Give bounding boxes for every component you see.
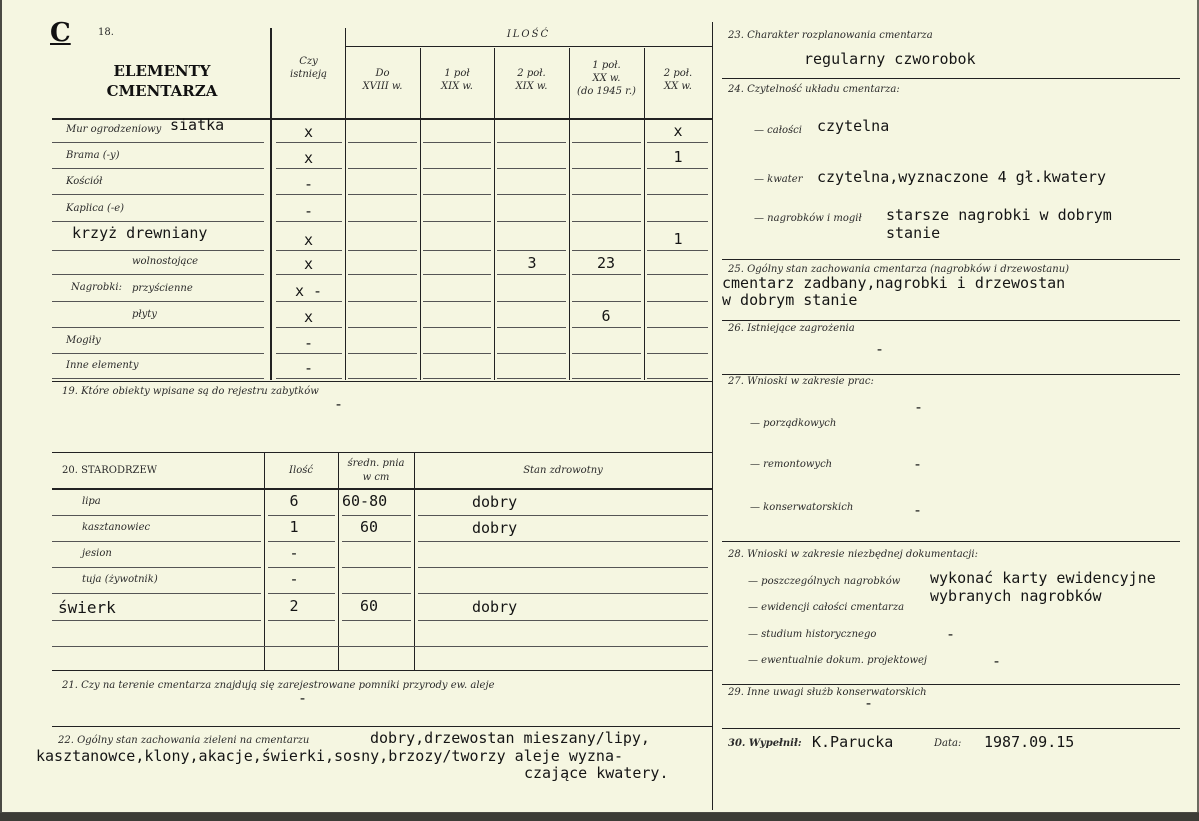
- row-label: płyty: [132, 309, 157, 320]
- projektowej-label: — ewentualnie dokum. projektowej: [748, 655, 928, 666]
- row-rule: [276, 353, 342, 354]
- czy-value: x: [303, 231, 314, 249]
- period-header-line: 1 poł.: [592, 60, 621, 71]
- row-rule: [647, 301, 708, 302]
- row-rule: [418, 541, 708, 542]
- row-rule: [497, 274, 566, 275]
- stan-zdrowotny-header: Stan zdrowotny: [523, 465, 603, 476]
- row-rule: [423, 327, 491, 328]
- main-divider: [712, 22, 713, 810]
- kwater-value: czytelna,wyznaczone 4 gł.kwatery: [817, 168, 1106, 186]
- row-rule: [52, 194, 264, 195]
- row-rule: [342, 567, 411, 568]
- period-value: 1: [673, 230, 683, 248]
- tree-name: tuja (żywotnik): [82, 574, 158, 585]
- row-rule: [348, 168, 417, 169]
- czy-value: x: [303, 308, 314, 326]
- divider: [414, 452, 415, 670]
- row-rule: [418, 620, 708, 621]
- row-rule: [423, 194, 491, 195]
- calosci-value: czytelna: [817, 117, 890, 135]
- section-27-top-value: -: [914, 398, 924, 416]
- row-rule: [647, 250, 708, 251]
- tree-count: 1: [289, 518, 299, 536]
- row-rule: [572, 168, 641, 169]
- row-rule: [423, 378, 491, 379]
- row-rule: [497, 250, 566, 251]
- row-rule: [647, 327, 708, 328]
- czy-value: -: [303, 334, 314, 352]
- row-rule: [423, 274, 491, 275]
- row-rule: [276, 168, 342, 169]
- konserwatorskich-value: -: [913, 501, 923, 519]
- row-label: Kaplica (-e): [66, 203, 125, 214]
- starodrzew-ilosc-header: Ilość: [289, 465, 313, 476]
- row-rule: [52, 541, 261, 542]
- tree-name: jesion: [82, 548, 112, 559]
- divider: [722, 78, 1180, 79]
- section-23-label: 23. Charakter rozplanowania cmentarza: [728, 30, 933, 41]
- row-rule: [348, 301, 417, 302]
- row-rule: [423, 221, 491, 222]
- row-rule: [52, 301, 264, 302]
- row-rule: [572, 353, 641, 354]
- row-rule: [348, 250, 417, 251]
- period-header-line: XVIII w.: [362, 81, 403, 92]
- nagrobkow-value-1: starsze nagrobki w dobrym: [886, 206, 1112, 224]
- row-rule: [276, 250, 342, 251]
- period-value: 23: [596, 254, 616, 272]
- row-rule: [276, 142, 342, 143]
- porzadkowych-label: — porządkowych: [750, 418, 837, 429]
- divider: [52, 670, 712, 671]
- section-30-label: 30. Wypełnił:: [728, 738, 802, 749]
- divider: [345, 46, 712, 47]
- row-rule: [348, 353, 417, 354]
- divider: [52, 452, 712, 453]
- row-rule: [52, 567, 261, 568]
- section-18-number: 18.: [98, 27, 114, 38]
- row-rule: [418, 567, 708, 568]
- period-header-line: 1 poł: [444, 68, 470, 79]
- nagrobkow-value-2: stanie: [886, 224, 941, 242]
- kwater-label: — kwater: [754, 174, 803, 185]
- czy-istnieja-1: Czy: [299, 56, 318, 67]
- tree-count: -: [289, 544, 299, 562]
- czy-istnieja-2: istnieją: [290, 69, 327, 80]
- row-rule: [276, 327, 342, 328]
- period-header-line: 2 poł.: [663, 68, 693, 79]
- projektowej-value: -: [992, 652, 1002, 670]
- section-24-label: 24. Czytelność układu cmentarza:: [728, 84, 900, 95]
- czy-value: x: [303, 149, 314, 167]
- section-21-label: 21. Czy na terenie cmentarza znajdują się zarejestrowane pomniki przyrody ew. aleje: [62, 680, 495, 691]
- section-26-label: 26. Istniejące zagrożenia: [728, 323, 855, 334]
- row-rule: [647, 142, 708, 143]
- row-rule: [647, 378, 708, 379]
- czy-value: x -: [294, 282, 323, 300]
- row-rule: [276, 274, 342, 275]
- section-22-line-3: czające kwatery.: [524, 764, 669, 782]
- row-rule: [348, 327, 417, 328]
- studium-label: — studium historycznego: [748, 629, 877, 640]
- row-rule: [52, 646, 708, 647]
- filled-by-name: K.Parucka: [812, 733, 894, 751]
- tree-condition: dobry: [472, 598, 518, 616]
- tree-condition: dobry: [472, 493, 518, 511]
- tree-name: lipa: [82, 496, 101, 507]
- czy-value: -: [303, 175, 314, 193]
- czy-value: x: [303, 255, 314, 273]
- period-header-line: XX w.: [664, 81, 692, 92]
- date-label: Data:: [934, 738, 962, 749]
- card-letter: C: [50, 18, 71, 48]
- divider: [722, 684, 1180, 685]
- row-rule: [647, 194, 708, 195]
- row-rule: [572, 142, 641, 143]
- row-rule: [268, 620, 335, 621]
- row-label: Mogiły: [66, 335, 101, 346]
- row-rule: [276, 378, 342, 379]
- row-rule: [268, 515, 335, 516]
- srednica-header-1: średn. pnia: [347, 458, 405, 469]
- elements-title-2: CMENTARZA: [106, 82, 218, 100]
- divider: [722, 374, 1180, 375]
- row-rule: [342, 593, 411, 594]
- row-rule: [268, 541, 335, 542]
- section-22-label: 22. Ogólny stan zachowania zieleni na cmentarzu: [58, 735, 310, 746]
- section-20-title: 20. STARODRZEW: [62, 465, 158, 476]
- czy-value: -: [303, 359, 314, 377]
- row-label: przyścienne: [132, 283, 193, 294]
- row-rule: [52, 353, 264, 354]
- section-29-label: 29. Inne uwagi służb konserwatorskich: [728, 687, 927, 698]
- row-rule: [52, 274, 264, 275]
- czy-value: -: [303, 202, 314, 220]
- period-header-line: 2 poł.: [517, 68, 546, 79]
- row-rule: [647, 353, 708, 354]
- srednica-header-2: w cm: [362, 472, 390, 483]
- row-rule: [418, 515, 708, 516]
- tree-diameter: 60: [360, 518, 379, 536]
- section-29-value: -: [864, 694, 874, 712]
- tree-count: 6: [289, 492, 299, 510]
- row-rule: [423, 301, 491, 302]
- period-value: 1: [673, 148, 683, 166]
- divider: [420, 48, 421, 380]
- row-rule: [572, 378, 641, 379]
- row-rule: [497, 378, 566, 379]
- section-23-value: regularny czworobok: [804, 50, 976, 68]
- period-value: 6: [601, 307, 611, 325]
- divider: [338, 452, 339, 670]
- row-rule: [342, 620, 411, 621]
- poszczegolnych-value-1: wykonać karty ewidencyjne: [930, 569, 1156, 587]
- row-rule: [52, 327, 264, 328]
- row-rule: [423, 168, 491, 169]
- section-25-value-1: cmentarz zadbany,nagrobki i drzewostan: [722, 274, 1066, 292]
- czy-value: x: [303, 123, 314, 141]
- divider: [52, 726, 712, 727]
- divider: [722, 320, 1180, 321]
- divider: [644, 48, 645, 380]
- row-label: Mur ogrodzeniowy: [66, 124, 162, 135]
- row-label: wolnostojące: [132, 256, 198, 267]
- row-rule: [52, 593, 261, 594]
- divider: [722, 541, 1180, 542]
- row-typed-label: siatka: [170, 116, 225, 134]
- row-rule: [342, 541, 411, 542]
- row-rule: [348, 194, 417, 195]
- row-typed-label: krzyż drewniany: [72, 224, 208, 242]
- tree-typed-name: świerk: [58, 598, 116, 617]
- row-rule: [52, 515, 261, 516]
- section-28-label: 28. Wnioski w zakresie niezbędnej dokumentacji:: [728, 549, 978, 560]
- row-rule: [52, 142, 264, 143]
- row-label: Brama (-y): [66, 150, 120, 161]
- konserwatorskich-label: — konserwatorskich: [750, 502, 854, 513]
- row-rule: [418, 593, 708, 594]
- row-label: Inne elementy: [66, 360, 139, 371]
- tree-count: 2: [289, 597, 299, 615]
- row-rule: [423, 250, 491, 251]
- period-header-line: Do: [375, 68, 390, 79]
- divider: [52, 381, 712, 382]
- elements-title-1: ELEMENTY: [113, 62, 211, 80]
- row-label: Kościół: [66, 176, 103, 187]
- section-22-line-2: kasztanowce,klony,akacje,świerki,sosny,brzozy/tworzy aleje wyzna-: [36, 747, 623, 765]
- tree-diameter: 60: [360, 597, 379, 615]
- row-rule: [572, 327, 641, 328]
- calosci-label: — całości: [754, 125, 802, 136]
- period-header-line: (do 1945 r.): [577, 86, 636, 97]
- divider: [52, 488, 712, 490]
- row-rule: [276, 301, 342, 302]
- row-rule: [647, 274, 708, 275]
- row-rule: [348, 274, 417, 275]
- ewidencji-label: — ewidencji całości cmentarza: [748, 602, 905, 613]
- divider: [494, 48, 495, 380]
- period-header-line: XIX w.: [441, 81, 473, 92]
- row-rule: [497, 168, 566, 169]
- row-rule: [497, 221, 566, 222]
- row-rule: [348, 221, 417, 222]
- poszczegolnych-label: — poszczególnych nagrobków: [748, 576, 901, 587]
- section-25-label: 25. Ogólny stan zachowania cmentarza (nagrobków i drzewostanu): [728, 264, 1070, 275]
- section-27-label: 27. Wnioski w zakresie prac:: [728, 376, 874, 387]
- inventory-card: [2, 0, 1199, 812]
- studium-value: -: [946, 625, 956, 643]
- section-26-value: -: [875, 340, 885, 358]
- section-25-value-2: w dobrym stanie: [722, 291, 858, 309]
- poszczegolnych-value-2: wybranych nagrobków: [930, 587, 1102, 605]
- section-19-value: -: [334, 395, 344, 413]
- row-rule: [572, 194, 641, 195]
- row-rule: [52, 378, 264, 379]
- section-19-label: 19. Które obiekty wpisane są do rejestru zabytków: [62, 386, 319, 397]
- row-rule: [497, 327, 566, 328]
- section-21-value: -: [298, 689, 308, 707]
- period-header-line: XX w.: [592, 73, 621, 84]
- row-rule: [497, 194, 566, 195]
- nagrobki-label: Nagrobki:: [71, 282, 122, 293]
- row-rule: [268, 593, 335, 594]
- row-rule: [572, 250, 641, 251]
- tree-condition: dobry: [472, 519, 518, 537]
- row-rule: [52, 620, 261, 621]
- remontowych-label: — remontowych: [750, 459, 833, 470]
- row-rule: [52, 168, 264, 169]
- date-value: 1987.09.15: [984, 733, 1075, 751]
- period-header-line: XIX w.: [515, 81, 548, 92]
- row-rule: [572, 274, 641, 275]
- row-rule: [572, 221, 641, 222]
- divider: [722, 259, 1180, 260]
- row-rule: [268, 567, 335, 568]
- row-rule: [52, 221, 264, 222]
- row-rule: [276, 194, 342, 195]
- divider: [722, 728, 1180, 729]
- row-rule: [348, 142, 417, 143]
- remontowych-value: -: [913, 455, 923, 473]
- row-rule: [497, 301, 566, 302]
- section-22-line-1: dobry,drzewostan mieszany/lipy,: [370, 729, 650, 747]
- nagrobkow-label: — nagrobków i mogił: [754, 213, 862, 224]
- period-value: 3: [527, 254, 537, 272]
- row-rule: [52, 250, 264, 251]
- row-rule: [647, 221, 708, 222]
- ilosc-label: ILOŚĆ: [506, 29, 551, 40]
- row-rule: [348, 378, 417, 379]
- period-value: x: [673, 122, 683, 140]
- divider: [52, 118, 712, 120]
- tree-name: kasztanowiec: [82, 522, 151, 533]
- row-rule: [497, 353, 566, 354]
- row-rule: [423, 353, 491, 354]
- row-rule: [276, 221, 342, 222]
- tree-diameter: 60-80: [342, 492, 388, 510]
- row-rule: [497, 142, 566, 143]
- table-surface: [0, 813, 1199, 821]
- row-rule: [423, 142, 491, 143]
- row-rule: [572, 301, 641, 302]
- tree-count: -: [289, 570, 299, 588]
- row-rule: [647, 168, 708, 169]
- row-rule: [342, 515, 411, 516]
